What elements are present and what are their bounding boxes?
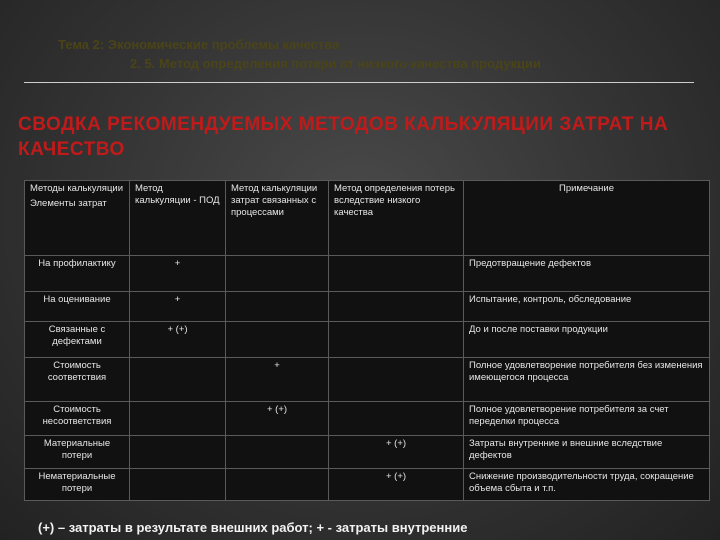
header-cell-process: Метод калькуляции затрат связанных с процессами xyxy=(226,181,329,256)
subtopic-heading: 2. 5. Метод определения потери от низкого качества продукции xyxy=(130,56,541,71)
footnote-legend: (+) – затраты в результате внешних работ; + - затраты внутренние xyxy=(38,520,468,535)
header-cell-pod: Метод калькуляции - ПОД xyxy=(130,181,226,256)
header-cell-note: Примечание xyxy=(464,181,710,256)
header-cell-methods xyxy=(25,181,130,256)
cell-pod xyxy=(130,402,226,436)
row-label: На оценивание xyxy=(25,292,130,322)
cell-note: Снижение производительности труда, сокращение объема сбыта и т.п. xyxy=(464,469,710,501)
cell-process xyxy=(226,322,329,358)
cell-pod xyxy=(130,358,226,402)
table-header-row xyxy=(25,181,710,256)
cell-loss xyxy=(329,292,464,322)
cell-process: + (+) xyxy=(226,402,329,436)
header-methods-label: Методы калькуляции xyxy=(30,183,124,194)
cell-pod xyxy=(130,436,226,469)
slide-title: СВОДКА РЕКОМЕНДУЕМЫХ МЕТОДОВ КАЛЬКУЛЯЦИИ ЗАТРАТ НА КАЧЕСТВО xyxy=(18,114,669,160)
cell-loss: + (+) xyxy=(329,469,464,501)
cell-note: Затраты внутренние и внешние вследствие дефектов xyxy=(464,436,710,469)
cell-loss xyxy=(329,402,464,436)
cell-process xyxy=(226,292,329,322)
cell-pod: + xyxy=(130,292,226,322)
cell-pod xyxy=(130,469,226,501)
cell-loss xyxy=(329,256,464,292)
header-cell-loss: Метод определения потерь вследствие низкого качества xyxy=(329,181,464,256)
table-row xyxy=(25,469,710,501)
cell-loss xyxy=(329,358,464,402)
table-row xyxy=(25,402,710,436)
cell-note: Предотвращение дефектов xyxy=(464,256,710,292)
table-row xyxy=(25,322,710,358)
cell-process xyxy=(226,256,329,292)
row-label: Нематериальные потери xyxy=(25,469,130,501)
cell-loss xyxy=(329,322,464,358)
row-label: На профилактику xyxy=(25,256,130,292)
cell-note: Полное удовлетворение потребителя без изменения имеющегося процесса xyxy=(464,358,710,402)
cell-process xyxy=(226,436,329,469)
row-label: Стоимость несоответствия xyxy=(25,402,130,436)
table-row xyxy=(25,358,710,402)
table-row xyxy=(25,436,710,469)
row-label: Материальные потери xyxy=(25,436,130,469)
cell-process xyxy=(226,469,329,501)
table-row xyxy=(25,256,710,292)
cell-note: Полное удовлетворение потребителя за счет переделки процесса xyxy=(464,402,710,436)
cell-pod: + xyxy=(130,256,226,292)
row-label: Связанные с дефектами xyxy=(25,322,130,358)
cell-note: Испытание, контроль, обследование xyxy=(464,292,710,322)
cell-loss: + (+) xyxy=(329,436,464,469)
cell-note: До и после поставки продукции xyxy=(464,322,710,358)
row-label: Стоимость соответствия xyxy=(25,358,130,402)
cost-methods-table xyxy=(24,180,710,501)
table-row xyxy=(25,292,710,322)
header-divider xyxy=(24,82,694,83)
cell-pod: + (+) xyxy=(130,322,226,358)
cell-process: + xyxy=(226,358,329,402)
header-elements-label: Элементы затрат xyxy=(30,198,107,209)
topic-heading: Тема 2: Экономические проблемы качества xyxy=(58,37,340,52)
